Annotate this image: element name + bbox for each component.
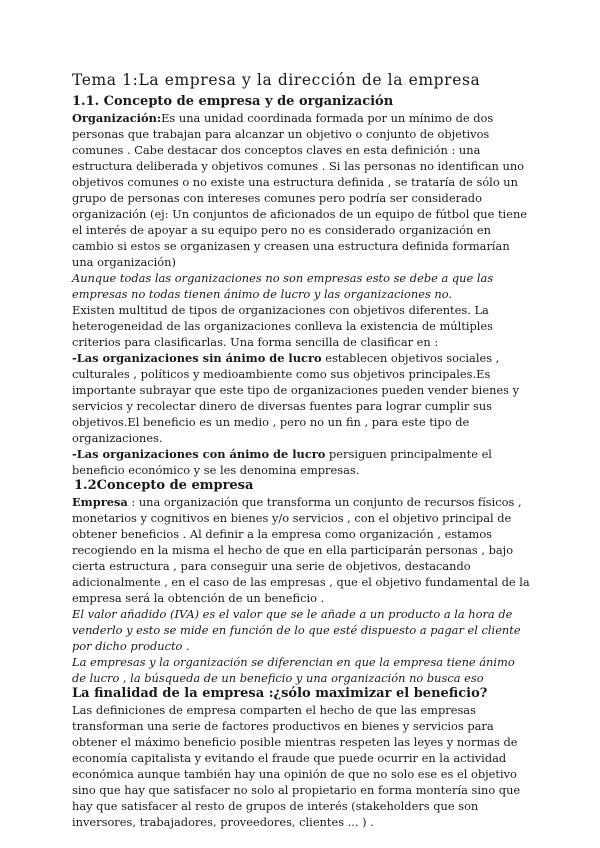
- document-title: Tema 1:La empresa y la dirección de la empresa: [72, 71, 481, 89]
- paragraph-con-animo-lucro: [72, 446, 532, 478]
- term-empresa: Empresa: [72, 495, 128, 509]
- term-sin-animo-lucro: -Las organizaciones sin ánimo de lucro: [72, 351, 322, 365]
- term-con-animo-lucro: -Las organizaciones con ánimo de lucro: [72, 447, 326, 461]
- note-valor-anadido: El valor añadido (IVA) es el valor que se le añade a un producto a la hora de venderlo y esto se mide en función de lo que esté dispuesto a pagar el cliente por dicho producto .: [72, 607, 521, 653]
- paragraph-empresa-definition: [72, 494, 532, 606]
- paragraph-tipos-organizaciones: Existen multitud de tipos de organizaciones con objetivos diferentes. La heterogeneidad de las organizaciones conlleva la existencia de múltiples criterios para clasificarlas. Una forma sencilla de clasificar en :: [72, 303, 493, 349]
- term-organizacion: Organización:: [72, 111, 162, 125]
- paragraph-sin-animo-lucro: [72, 350, 532, 446]
- section-heading-concepto-empresa-organizacion: 1.1. Concepto de empresa y de organización: [72, 94, 394, 109]
- paragraph-finalidad-empresa: Las definiciones de empresa comparten el hecho de que las empresas transforman una serie de factores productivos en bienes y servicios para obtener el máximo beneficio posible mientras respeten las leyes y normas de economía capitalista y evitando el fraude que puede ocurrir en la actividad económica aunque también hay una opinión de que no solo ese es el objetivo sino que hay que satisfacer no solo al propietario en forma montería sino que hay que satisfacer al resto de grupos de interés (stakeholders que son inversores, trabajadores, proveedores, clientes ... ) .: [72, 703, 521, 829]
- empresa-definition-text: : una organización que transforma un conjunto de recursos físicos , monetarios y cognitivos en bienes y/o servicios , con el objetivo principal de obtener beneficios . Al definir a la empresa como organización , estamos recogiendo en la misma el hecho de que en ella participarán personas , bajo cierta estructura , para conseguir una serie de objetivos, destacando adicionalmente , en el caso de las empresas , que el objetivo fundamental de la empresa será la obtención de un beneficio .: [72, 495, 530, 605]
- section-heading-finalidad-empresa: La finalidad de la empresa :¿sólo maximizar el beneficio?: [72, 686, 488, 701]
- note-organizaciones-no-empresas: Aunque todas las organizaciones no son empresas esto se debe a que las empresas no todas tienen ánimo de lucro y las organizaciones no.: [72, 271, 494, 301]
- section-heading-concepto-empresa: 1.2Concepto de empresa: [74, 478, 254, 493]
- sin-animo-lucro-text: establecen objetivos sociales , culturales , políticos y medioambiente como sus objetivos principales.Es importante subrayar que este tipo de organizaciones pueden vender bienes y servicios y recolectar dinero de diversas fuentes para lograr cumplir sus objetivos.El beneficio es un medio , pero no un fin , para este tipo de organizaciones.: [72, 351, 520, 445]
- note-empresa-vs-organizacion: La empresas y la organización se diferencian en que la empresa tiene ánimo de lucro , la búsqueda de un beneficio y una organización no busca eso: [72, 655, 515, 685]
- paragraph-organizacion-definition: [72, 110, 532, 270]
- organizacion-definition-text: Es una unidad coordinada formada por un mínimo de dos personas que trabajan para alcanzar un objetivo o conjunto de objetivos comunes . Cabe destacar dos conceptos claves en esta definición : una estructura deliberada y objetivos comunes . Si las personas no identifican uno objetivos comunes o no existe una estructura definida , se trataría de sólo un grupo de personas con intereses comunes pero podría ser considerado organización (ej: Un conjuntos de aficionados de un equipo de fútbol que tiene el interés de apoyar a su equipo pero no es considerado organización en cambio si estos se organizasen y creasen una estructura definida formarían una organización): [72, 111, 528, 269]
- document-page: [72, 70, 532, 830]
- con-animo-lucro-text: persiguen principalmente el beneficio económico y se les denomina empresas.: [72, 447, 492, 477]
